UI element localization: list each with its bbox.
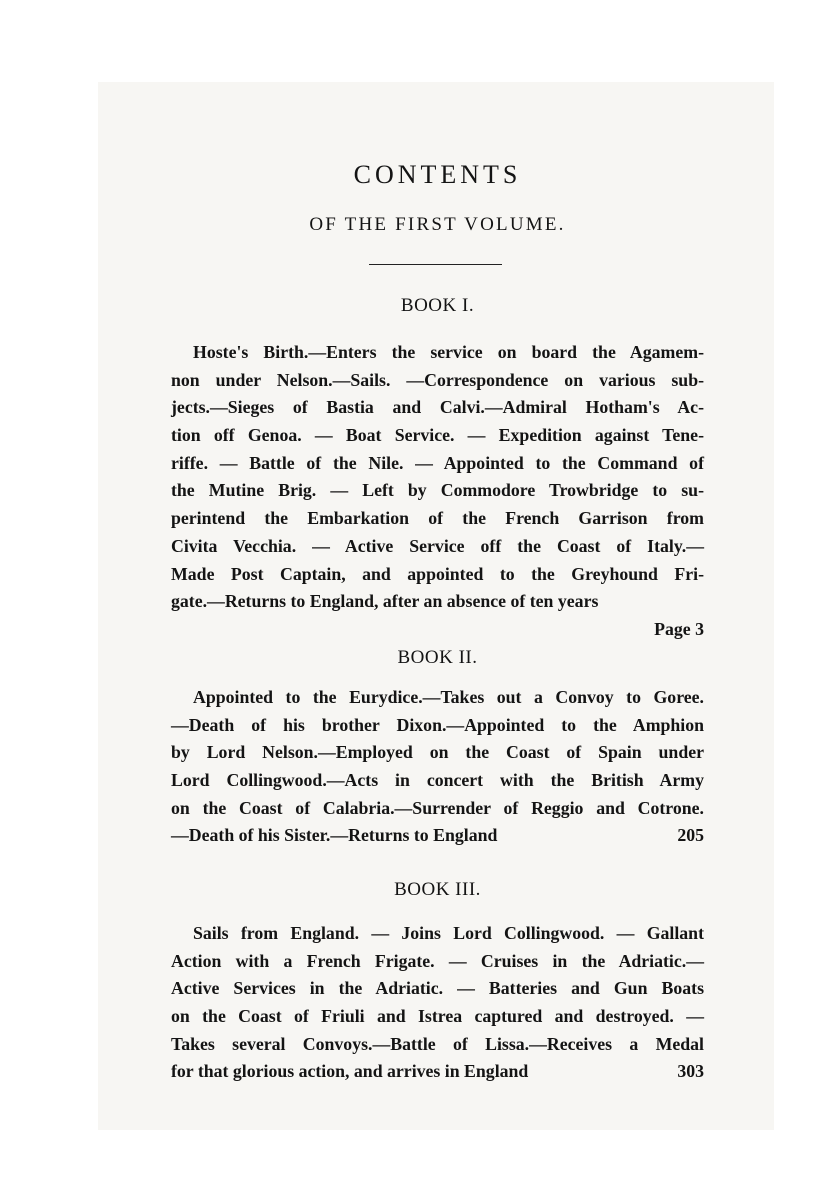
book-2-line: —Death of his brother Dixon.—Appointed to the Amphion [171, 714, 704, 735]
page-subtitle: OF THE FIRST VOLUME. [309, 214, 566, 235]
book-1-line: Hoste's Birth.—Enters the service on board the Agamem- [193, 342, 704, 362]
book-2-line: —Death of his Sister.—Returns to England [171, 825, 498, 846]
book-1-line: tion off Genoa. — Boat Service. — Expedition against Tene- [171, 425, 704, 446]
book-1-line: jects.—Sieges of Bastia and Calvi.—Admiral Hotham's Ac- [171, 397, 704, 418]
book-2-line: on the Coast of Calabria.—Surrender of Reggio and Cotrone. [171, 797, 704, 818]
book-1-line: perintend the Embarkation of the French Garrison from [171, 508, 704, 529]
book-3-line: Action with a French Frigate. — Cruises in the Adriatic.— [171, 950, 704, 971]
page-title: CONTENTS [353, 160, 522, 189]
book-3-last-line [171, 1058, 704, 1086]
divider-rule [369, 264, 502, 265]
book-2-heading: BOOK II. [397, 647, 478, 668]
book-3-line: Active Services in the Adriatic. — Batteries and Gun Boats [171, 978, 704, 999]
book-2-summary [171, 684, 704, 850]
book-1-summary [171, 339, 704, 644]
book-2-line: Appointed to the Eurydice.—Takes out a Convoy to Goree. [193, 687, 704, 707]
book-2-line: by Lord Nelson.—Employed on the Coast of Spain under [171, 742, 704, 763]
book-1-line: non under Nelson.—Sails. —Correspondence on various sub- [171, 369, 704, 390]
book-2-page-number: 205 [677, 825, 704, 846]
book-3-heading: BOOK III. [394, 879, 481, 900]
book-1-line: Civita Vecchia. — Active Service off the Coast of Italy.— [171, 535, 704, 556]
book-3-summary [171, 920, 704, 1086]
book-3-line: Takes several Convoys.—Battle of Lissa.—Receives a Medal [171, 1033, 704, 1054]
book-3-line: on the Coast of Friuli and Istrea captured and destroyed. — [171, 1006, 704, 1027]
book-1-page-number: Page 3 [654, 618, 704, 639]
book-1-heading: BOOK I. [400, 295, 475, 316]
book-3-page-number: 303 [677, 1061, 704, 1082]
book-3-line: Sails from England. — Joins Lord Collingwood. — Gallant [193, 923, 704, 943]
book-2-last-line [171, 822, 704, 850]
book-1-line: riffe. — Battle of the Nile. — Appointed to the Command of [171, 452, 704, 473]
book-1-line: the Mutine Brig. — Left by Commodore Trowbridge to su- [171, 480, 704, 501]
book-2-line: Lord Collingwood.—Acts in concert with the British Army [171, 770, 704, 791]
book-1-line: gate.—Returns to England, after an absence of ten years [171, 591, 599, 612]
book-1-line: Made Post Captain, and appointed to the Greyhound Fri- [171, 563, 704, 584]
book-3-line: for that glorious action, and arrives in England [171, 1061, 529, 1082]
